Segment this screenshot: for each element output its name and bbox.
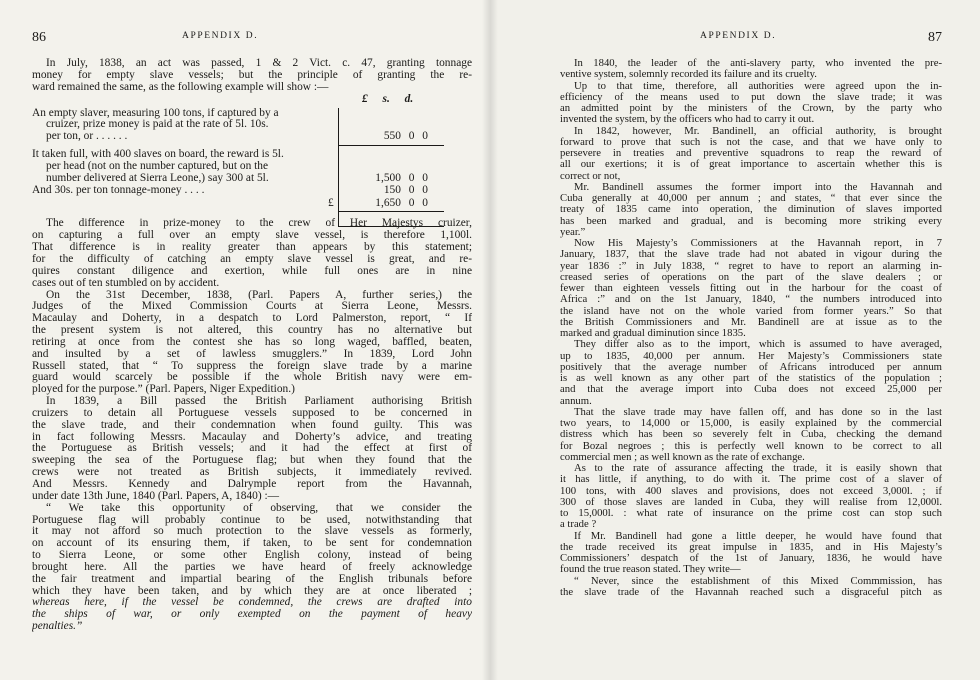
table-row [32,185,452,197]
text-line: for Bozal negroes ; this is perfectly well known to be correct to all [560,440,942,452]
text-line: penalties.” [32,621,83,633]
text-line: efficiency of the means used to put down the slave trade; it was [560,91,942,103]
table-rule-sum [338,211,444,212]
text-line: “ Never, since the establishment of this Mixed Commmission, has [574,575,942,587]
left-intro-paragraph [32,58,472,94]
text-line: On the 31st December, 1838, (Parl. Papers A, further series,) the [46,289,472,301]
text-line: which they have been taken, and by which they are at once liberated ; [32,585,472,597]
text-line: quires constant diligence and exertion, while full ones are in nine [32,265,472,277]
text-line: to 15,000l. : what rate of insurance on the prime cost can stop such [560,508,942,519]
text-line: it has little, if anything, to do with it. The prime cost of a slaver of [560,474,942,486]
text-line: correct or not, [560,170,621,182]
text-line: to Sierra Leone, or some other English colony, instead of being [32,550,472,562]
right-page [490,0,980,680]
text-line: ward remained the same, as the following example will show :— [32,81,329,93]
text-line: “ We take this opportunity of observing, that we consider the [46,502,472,514]
text-line: Commissioners’ despatch of the 1st of January, 1836, he would have [560,553,942,564]
table-row-amount: 550 0 0 [383,130,428,143]
text-line: distress which has been so severely felt in Cuba, checking the demand [560,429,942,441]
text-line: sweeping the sea of the Portuguese flag; but when they found that the [32,455,472,467]
text-line: on account of its ensuring them, if taken, to be sent for condemnation [32,538,472,550]
text-line: creased series of operations on the part of the slave dealers ; or [560,271,942,283]
text-line: invented the system, by the officers who had to carry it out. [560,114,815,126]
table-rule-top [338,145,444,146]
text-line: the trade received its great impulse in 1835, and in His Majesty’s [560,541,942,553]
table-rule-total [338,226,444,227]
text-line: the slave trade of the Havannah reached such a disgraceful pitch as [560,586,942,598]
text-line: commercial men ; as well known as the rate of exchange. [560,451,805,463]
table-row-description: And 30s. per ton tonnage-money . . . . [32,183,205,196]
text-line: under date 13th June, 1840 (Parl. Papers, A, 1840) :— [32,490,280,502]
table-row-description: It taken full, with 400 slaves on board, the reward is 5l. [32,148,284,161]
text-line: That the slave trade may have fallen off, and has done so in the last [574,406,942,418]
text-line: If Mr. Bandinell had gone a little deeper, he would have found that [574,530,942,542]
left-running-title: APPENDIX D. [182,31,259,41]
text-line: In July, 1838, an act was passed, 1 & 2 Vict. c. 47, granting tonnage [46,58,472,69]
text-line: the ships of war, or only exempted on the payment of heavy [32,609,472,621]
text-line: and insulted by a set of lawless smugglers.” In 1839, Lord John [32,348,472,360]
text-line: found the true reason stated. They write— [560,564,741,576]
left-body-text [32,218,472,633]
text-line: crews were not treated as British subjects, it immediately revived. [32,467,472,479]
text-line: Cuba generally at 40,000 per annum ; and states, “ that ever since the [560,193,942,204]
table-row-description: An empty slaver, measuring 100 tons, if captured by a [32,106,279,119]
text-line: has been marked and gradual, and is becoming more striking every [560,215,942,227]
text-line: treaty of 1835 came into operation, the diminution of slaves imported [560,204,942,216]
right-page-number: 87 [928,30,942,45]
text-line: Macaulay and Doherty, in a despatch to Lord Palmerston, report, “ If [32,313,472,325]
text-line: the British Commissioners and Mr. Bandinell are at issue as to the [560,316,942,328]
text-line: Now His Majesty’s Commissioners at the Havannah report, in 7 [574,238,942,249]
text-line: a trade ? [560,519,597,531]
text-line: up to 1835, 40,000 per annum. Her Majesty’s Commissioners state [560,350,942,362]
text-line: year.” [560,226,586,238]
total-pound-symbol: £ [328,197,334,210]
text-line: it may not afford so much protection to the slave vessels as formerly, [32,526,472,538]
text-line: the Portuguese as British vessels; and it had the effect at first of [32,443,472,455]
text-line: year 1836 :” in July 1838, “ regret to have to report an alarming in- [560,260,942,272]
text-line: In 1839, a Bill passed the British Parliament authorising British [46,396,472,408]
text-line: They differ also as to the import, which is assumed to have averaged, [574,339,942,351]
text-line: As to the rate of assurance affecting the trade, it is easily shown that [574,463,942,474]
text-line: brought here. All the parties we have heard of freely acknowledge [32,561,472,573]
prize-money-table [32,94,452,213]
text-line: the island have not on the whole varied from former years.” So that [560,305,942,317]
text-line: on capturing a full over an empty slave vessel, is therefore 1,100l. [32,230,472,242]
text-line: for the difficulty of catching an empty slave vessel is great, and re- [32,253,472,265]
text-line: in fact following Messrs. Macaulay and Doherty’s advice, and treating [32,431,472,443]
left-running-head [32,30,472,46]
table-row-amount: 150 0 0 [383,183,428,196]
text-line: ventive system, solemnly recorded its failure and its cruelty. [560,69,817,81]
text-line: persevere in treaties and preventive squadrons to reap the reward of [560,148,942,159]
text-line: Judges of the Mixed Commission Courts at Sierra Leone, Messrs. [32,301,472,313]
currency-header: £ s. d. [362,92,414,105]
table-row-description: cruizer, prize money is paid at the rate of 5l. 10s. [46,118,269,131]
text-line: In 1840, the leader of the anti-slavery party, who invented the pre- [574,58,942,69]
text-line: In 1842, however, Mr. Bandinell, an official authority, is brought [574,125,942,137]
text-line: guard would scarcely be possible if the whole British navy were em- [32,372,472,384]
text-line: positively that the average number of Africans introduced per annum [560,361,942,373]
table-row [32,173,452,185]
total-amount: 1,650 0 0 [375,197,428,210]
text-line: Russell stated, that “ To suppress the foreign slave trade by a marine [32,360,472,372]
text-line: January, 1837, that the slave trade had not abated in vigour during the [560,249,942,261]
text-line: cases out of ten stumbled on by accident. [32,277,220,289]
table-row-amount: 1,500 0 0 [375,171,428,184]
text-line: Portuguese flag will probably continue to be used, notwithstanding that [32,514,472,526]
text-line: two years, to 14,000 or 15,000, is easily explained by the commercial [560,418,942,429]
book-gutter [482,0,498,680]
text-line: That difference is in reality greater than appears by this statement; [32,242,472,254]
table-row-description: number delivered at Sierra Leone,) say 300 at 5l. [46,171,269,184]
text-line: Mr. Bandinell assumes the former import into the Havannah and [574,181,942,193]
right-running-title: APPENDIX D. [700,31,777,41]
left-page-number: 86 [32,30,46,45]
text-line: is as well known as any other part of the statistics of the population ; [560,373,942,384]
text-line: an admitted point by the ministers of the Crown, by the party who [560,103,942,114]
right-running-head [560,30,942,46]
text-line: and that the average import into Cuba does not exceed 25,000 per [560,384,942,396]
text-line: 300 of those slaves are landed in Cuba, they will realise from 12,000l. [560,496,942,508]
text-line: whereas here, if the vessel be condemned, the crews are drafted into [32,597,472,609]
right-body-text [560,58,942,598]
table-vertical-rule [338,108,339,226]
text-line: fewer than eighteen vessels fitting out in the harbour for the coast of [560,283,942,294]
text-line: retiring at once from the contest she has so long waged, baffled, beaten, [32,336,472,348]
text-line: The difference in prize-money to the crew of Her Majestys cruizer, [46,218,472,230]
text-line: money for empty slave vessels; but the principle of granting the re- [32,69,472,81]
text-line: Up to that time, therefore, all authorities were agreed upon the in- [574,80,942,92]
table-row [32,131,452,143]
table-row-description: per ton, or . . . . . . [46,130,128,143]
table-row-description: per head (not on the number captured, but on the [46,159,269,172]
text-line: 100 tons, with 400 slaves and provisions, does not exceed 3,000l. ; if [560,485,942,497]
text-line: And Messrs. Kennedy and Dalrymple report from the Havannah, [32,479,472,490]
table-row [32,161,452,173]
text-line: forward to prove that such is not the case, and that we have only to [560,136,942,148]
text-line: cruizers to detain all Portuguese vessels supposed to be concerned in [32,407,472,419]
text-line: annum. [560,395,592,407]
text-line: the slave trade, and their condemnation when found guilty. This was [32,419,472,431]
text-line: all our exertions; it is of great importance to ascertain whether this is [560,159,942,171]
text-line: marked and gradual diminution since 1835. [560,328,746,339]
text-line: the present system is not altered, this country has no alternative but [32,325,472,337]
text-line: the fair treatment and impartial bearing of the English tribunals before [32,573,472,585]
text-line: ployed for the purpose.” (Parl. Papers, Niger Expedition.) [32,384,295,396]
text-line: Africa :” and on the 1st January, 1840, “ the numbers introduced into [560,294,942,306]
